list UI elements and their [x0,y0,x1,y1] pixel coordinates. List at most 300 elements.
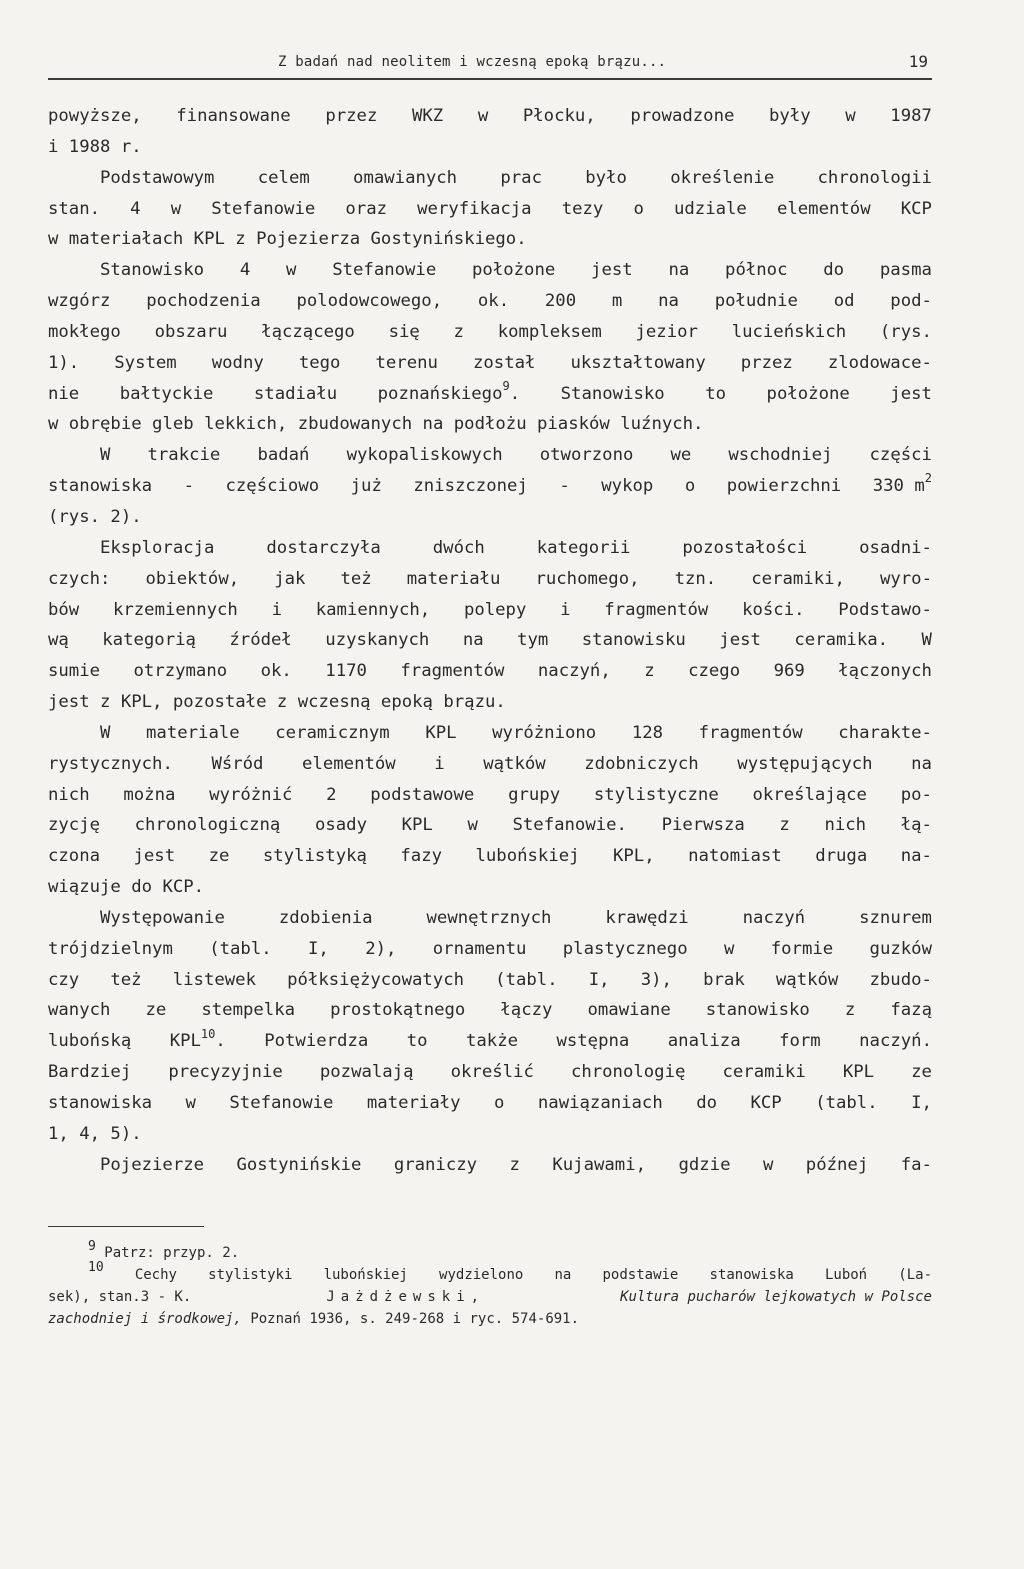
word: o [494,1093,505,1113]
footnotes [48,1239,932,1330]
word: Stanowisko [560,383,665,404]
word: określenie [670,167,775,188]
word: kości. [742,599,805,620]
word: częściowo [225,476,320,497]
word: wodny [211,352,264,373]
text-line [48,564,932,595]
text-line [48,718,932,749]
word: osady [314,815,367,836]
text-line: 1, 4, 5). [48,1123,142,1144]
word: południe [714,291,798,312]
word: materiału [406,568,501,589]
word: można [123,784,176,805]
word: Stefanowie [229,1093,334,1113]
footnote-number: 10 [88,1260,104,1275]
text-line [48,780,932,811]
word: Potwierdza [264,1031,369,1052]
word: pasma [879,260,932,281]
word: stanowiska [48,476,153,497]
word: stadiału [253,383,338,404]
footnote-9 [48,1239,932,1264]
word: krzemiennych [112,599,238,620]
word: natomiast [688,846,782,867]
word: zlodowace- [827,352,932,373]
word: nie [48,383,80,404]
word: powierzchni [726,476,842,497]
word: Luboń [824,1267,868,1283]
word: W [921,630,932,651]
word: Cechy [134,1267,177,1283]
text-line [48,379,932,410]
word: to [406,1031,428,1052]
word: KPL, [613,846,655,867]
word: stanowiska [709,1267,794,1283]
footnote-ref: 9 [502,378,510,393]
word: (rys. [879,321,932,342]
word: przez [740,352,793,373]
word: naczyń, [537,661,611,682]
word: od [833,291,855,312]
word: lubońskiej [323,1267,408,1283]
text-line [48,1088,932,1119]
word: wzgórz [48,291,111,312]
word: źródeł [229,630,292,651]
text-line: (rys. 2). [48,506,142,527]
word: plastycznego [562,938,688,959]
word: w [762,1154,774,1175]
word [873,471,932,502]
author-name: Jażdżewski, [326,1289,486,1305]
word: naczyń [742,907,806,928]
word: form [779,1031,821,1052]
word: został [472,352,536,373]
word: zdobniczych [584,753,699,774]
word: obiektów, [145,568,240,589]
word: z [644,661,655,682]
text-line [48,317,932,348]
word: ruchomego, [535,568,640,589]
word: - [183,476,194,497]
word: nich [48,784,90,805]
text-line [48,101,932,132]
word: I, [308,938,329,959]
word: jest [719,630,761,651]
word: kompleksem [497,321,602,342]
word: weryfikacja [417,198,532,219]
footnote-text: Patrz: przyp. 2. [104,1245,240,1261]
word: omawianych [353,167,458,188]
word: położone [472,260,556,281]
word: przez [325,106,378,126]
word: i [271,599,282,620]
word: fragmentów [604,599,709,620]
word: stylistyką [262,846,367,867]
word: graniczy [393,1154,478,1175]
word: wanych [48,1000,111,1021]
word: położone [766,383,850,404]
word: lucieńskich [731,321,847,342]
word: fazą [890,1000,932,1021]
word: bałtyckie [119,383,214,404]
word: Gostynińskie [236,1154,362,1175]
word: dostarczyła [266,537,381,558]
word: jest [890,383,932,404]
text-line: w materiałach KPL z Pojezierza Gostynińskiego. [48,229,527,250]
text-line [48,1150,932,1181]
word: łą- [900,815,932,836]
word: rystycznych. [48,753,173,774]
unit: m [914,476,925,497]
word: po- [900,784,932,805]
word: ceramiki [722,1062,806,1083]
word: prostokątnego [330,1000,466,1021]
citation-text: sek), stan.3 - K. [48,1289,192,1305]
word: Kujawami, [552,1154,646,1175]
text-line [48,656,932,687]
word: chronologiczną [134,815,281,836]
word: podstawie [602,1267,679,1283]
word: stylistyki [208,1267,293,1283]
word: wykop [601,476,654,497]
footnote-10-line [48,1308,932,1330]
word: tezy [561,198,604,219]
superscript: 2 [924,471,932,486]
word: prowadzone [630,106,735,126]
punctuation: . [509,383,521,404]
word: na [554,1267,572,1283]
word: ceramiki, [751,568,845,589]
word: powyższe, [48,106,142,126]
word: z [844,1000,856,1021]
word: pod- [890,291,932,312]
word: chronologii [817,167,932,188]
word: fazy [400,846,443,867]
word: jest [133,846,176,867]
word: KPL [169,1031,201,1052]
word: m [611,291,623,312]
word: z [453,321,464,342]
word: KPL [425,722,457,743]
word: z [509,1154,520,1175]
word: fragmentów [698,722,803,743]
word: w [845,106,856,126]
word: ok. [260,661,292,682]
word: na [668,260,690,281]
word: części [869,445,932,466]
text-line [48,471,932,502]
word: udziale [674,198,747,219]
word: o [684,476,696,497]
word: celem [257,167,310,188]
word: występujących [737,753,873,774]
word: ze [145,1000,167,1021]
word: elementów [302,753,396,774]
word: otrzymano [133,661,228,682]
word: Stefanowie [332,260,437,281]
word: stempelka [201,1000,296,1021]
word: precyzyjnie [168,1062,283,1083]
word: uzyskanych [325,630,430,651]
word: ok. [477,291,510,312]
citation-text: Poznań 1936, s. 249-268 i ryc. 574-691. [250,1311,580,1327]
word: łączy [500,1000,553,1021]
word: Stefanowie [211,198,316,219]
word: łączonych [838,661,932,682]
word: (tabl. [209,938,272,959]
word: Pierwsza [661,815,745,836]
word: grupy [508,784,561,805]
word: obszaru [154,321,228,342]
text-line [48,440,932,471]
word: I, [911,1093,932,1113]
word: z [779,815,790,836]
word: tego [298,352,341,373]
word: (tabl. [495,969,558,990]
word: wyróżniono [492,722,597,743]
word: wydzielono [439,1267,524,1283]
word: guzków [869,938,932,959]
word: sznurem [859,907,932,928]
word: Stanowisko [100,260,205,281]
word: WKZ [412,106,444,126]
word: zdobienia [278,907,373,928]
text-line [48,934,932,965]
word: późnej [805,1154,869,1175]
word: pozostałości [682,537,808,558]
word: na- [900,846,932,867]
word: polodowcowego, [296,291,443,312]
word: mokłego [48,321,121,342]
word: określające [752,784,867,805]
footnote-ref: 10 [200,1026,216,1041]
word: 4 [130,198,141,219]
word: W [100,722,111,743]
word: terenu [375,352,438,373]
text-line: w obrębie gleb lekkich, zbudowanych na podłożu piasków luźnych. [48,414,704,435]
word: 1). [48,352,80,373]
word: Podstawo- [838,599,932,620]
word: I, [588,969,610,990]
text-line [48,348,932,379]
word: krawędzi [605,907,689,928]
word: lubońskiej [475,846,580,867]
word: 330 [872,476,904,497]
word: się [388,321,420,342]
word: wą [48,630,69,651]
word: listewek [172,969,256,990]
word: lubońską [48,1031,132,1052]
text-line [48,1026,932,1057]
word: - [559,476,570,497]
text-line [48,810,932,841]
word: Stefanowie. [512,815,627,836]
word: wyróżnić [209,784,293,805]
word: pochodzenia [146,291,261,312]
word: do [823,260,845,281]
word: badań [257,445,310,466]
word: Podstawowym [100,167,215,188]
word: W [100,445,111,466]
word: 2 [326,784,337,805]
text-line [48,163,932,194]
word: Występowanie [100,907,225,928]
word: północ [725,260,788,281]
word: fragmentów [400,661,505,682]
word: stan. [48,198,101,219]
word: poznańskiego [377,383,503,404]
text-line [48,1057,932,1088]
word: wątków [483,753,546,774]
text-line [48,255,932,286]
word: czona [48,846,101,867]
word: KPL [401,815,433,836]
word: wyro- [879,568,932,589]
word: stanowisku [581,630,686,651]
word: charakte- [838,722,932,743]
word: ceramika. [794,630,889,651]
text-line [48,903,932,934]
word: wschodniej [728,445,833,466]
word: tzn. [674,568,717,589]
text-line [48,286,932,317]
word: wątków [775,969,839,990]
word: ornamentu [432,938,527,959]
word: dwóch [432,537,485,558]
word: zbudo- [869,969,932,990]
text-line [48,194,932,225]
word: oraz [345,198,388,219]
word: podstawowe [370,784,475,805]
word: w [467,815,478,836]
text-line [48,995,932,1026]
word: polepy [463,599,527,620]
word: na [658,291,679,312]
footnote-10-line [48,1286,932,1308]
work-title: Kultura pucharów lejkowatych w Polsce [620,1289,932,1305]
work-title: zachodniej i środkowej, [48,1311,242,1327]
word: i [560,599,571,620]
word: prac [500,167,542,188]
word: omawiane [587,1000,671,1021]
word: nawiązaniach [537,1093,663,1113]
word: stanowiska [48,1093,153,1113]
word: formie [770,938,834,959]
word: 3), [640,969,672,990]
running-title: Z badań nad neolitem i wczesną epoką brązu... [278,54,667,70]
word: było [585,167,627,188]
word: wewnętrznych [426,907,552,928]
word: czy [48,969,80,990]
text-line [48,841,932,872]
word: chronologię [570,1062,686,1083]
word: bów [48,599,80,620]
word: 1987 [890,106,932,126]
word: 200 [544,291,577,312]
word-with-footnote [378,379,521,410]
word: wykopaliskowych [346,445,503,466]
word: na [911,753,932,774]
word: stylistyczne [593,784,719,805]
word: do [696,1093,718,1113]
word: w [170,198,182,219]
word: Płocku, [522,106,596,126]
word: gdzie [678,1154,731,1175]
word: w [185,1093,196,1113]
text-line [48,595,932,626]
word: określić [450,1062,534,1083]
word-with-footnote [170,1026,226,1057]
word: sumie [48,661,101,682]
word: 128 [631,722,664,743]
footnote-separator [48,1226,204,1227]
word: stanowisko [705,1000,810,1021]
word: w [477,106,489,126]
word: na [462,630,484,651]
text-line: i 1988 r. [48,136,142,157]
text-line: wiązuje do KCP. [48,877,205,898]
body-text [48,101,932,1181]
word: czego [688,661,741,682]
footnote-number: 9 [88,1239,96,1254]
word: wstępna [556,1031,630,1052]
text-line [48,749,932,780]
word: materiale [146,722,240,743]
word: Pojezierze [100,1154,205,1175]
word: 4 [239,260,251,281]
word: finansowane [176,106,291,126]
word: Eksploracja [100,537,215,558]
word: zniszczonej [413,476,528,497]
word: jezior [635,321,698,342]
word: (tabl. [815,1093,878,1113]
text-line: jest z KPL, pozostałe z wczesną epoką brązu. [48,692,506,713]
word: już [350,476,382,497]
word: zycję [48,815,101,836]
word: brak [703,969,745,990]
word: i [434,753,445,774]
word: kategorią [102,630,196,651]
word: o [633,198,644,219]
word: ceramicznym [275,722,390,743]
word: KCP [900,198,932,219]
running-header [48,52,932,80]
word: to [705,383,727,404]
word: ze [911,1062,932,1083]
word: 1170 [325,661,367,682]
punctuation: . [215,1031,226,1052]
word: czych: [48,568,111,589]
word: jest [591,260,633,281]
word: otworzono [539,445,634,466]
word: kategorii [536,537,631,558]
word: ukształtowany [570,352,706,373]
word: materiały [366,1093,461,1113]
word: łączącego [261,321,355,342]
word: ze [208,846,230,867]
word: System [114,352,177,373]
text-line [48,625,932,656]
word: tym [517,630,549,651]
word: Bardziej [48,1062,132,1083]
page-number: 19 [908,52,928,71]
word: osadni- [859,537,932,558]
word: fa- [900,1154,932,1175]
word: w [723,938,735,959]
word: nich [824,815,867,836]
word: też [340,568,372,589]
word: także [465,1031,519,1052]
word: też [110,969,142,990]
